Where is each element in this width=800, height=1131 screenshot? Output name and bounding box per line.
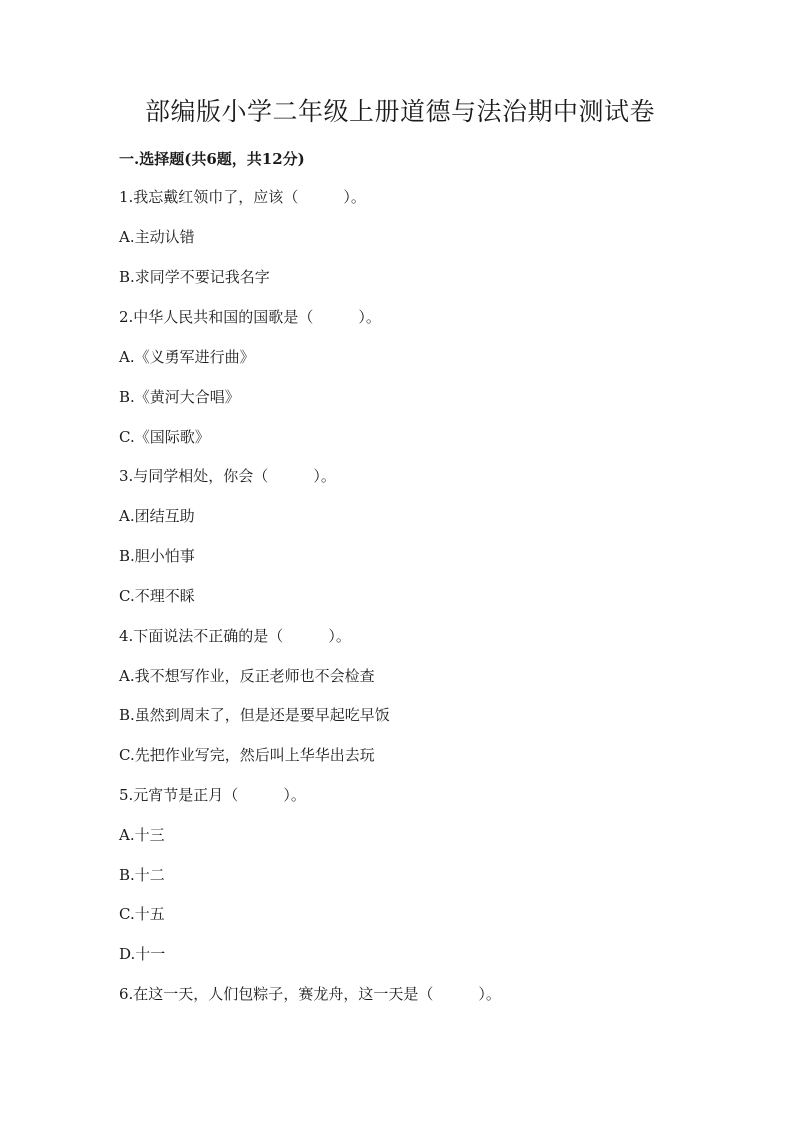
option-item: C.《国际歌》 [119,428,210,446]
option-item: B.虽然到周末了，但是还是要早起吃早饭 [119,706,390,724]
option-item: B.《黄河大合唱》 [119,388,240,406]
option-item: C.十五 [119,905,165,923]
option-item: D.十一 [119,945,166,963]
question-stem: 3.与同学相处，你会（ ）。 [119,467,336,485]
page-title: 部编版小学二年级上册道德与法治期中测试卷 [144,97,655,126]
question-stem: 1.我忘戴红领巾了，应该（ ）。 [119,188,366,206]
section-header: 一.选择题(共6题，共12分) [119,150,305,168]
question-stem: 4.下面说法不正确的是（ ）。 [119,627,351,645]
question-stem: 6.在这一天，人们包粽子，赛龙舟，这一天是（ ）。 [119,985,501,1003]
option-item: C.不理不睬 [119,587,195,605]
option-item: B.胆小怕事 [119,547,195,565]
question-stem: 5.元宵节是正月（ ）。 [119,786,306,804]
option-item: A.《义勇军进行曲》 [119,348,255,366]
option-item: A.主动认错 [119,228,195,246]
question-stem: 2.中华人民共和国的国歌是（ ）。 [119,308,381,326]
option-item: A.团结互助 [119,507,195,525]
option-item: B.十二 [119,866,165,884]
option-item: A.十三 [119,826,165,844]
option-item: C.先把作业写完，然后叫上华华出去玩 [119,746,375,764]
option-item: B.求同学不要记我名字 [119,268,270,286]
option-item: A.我不想写作业，反正老师也不会检查 [119,667,375,685]
